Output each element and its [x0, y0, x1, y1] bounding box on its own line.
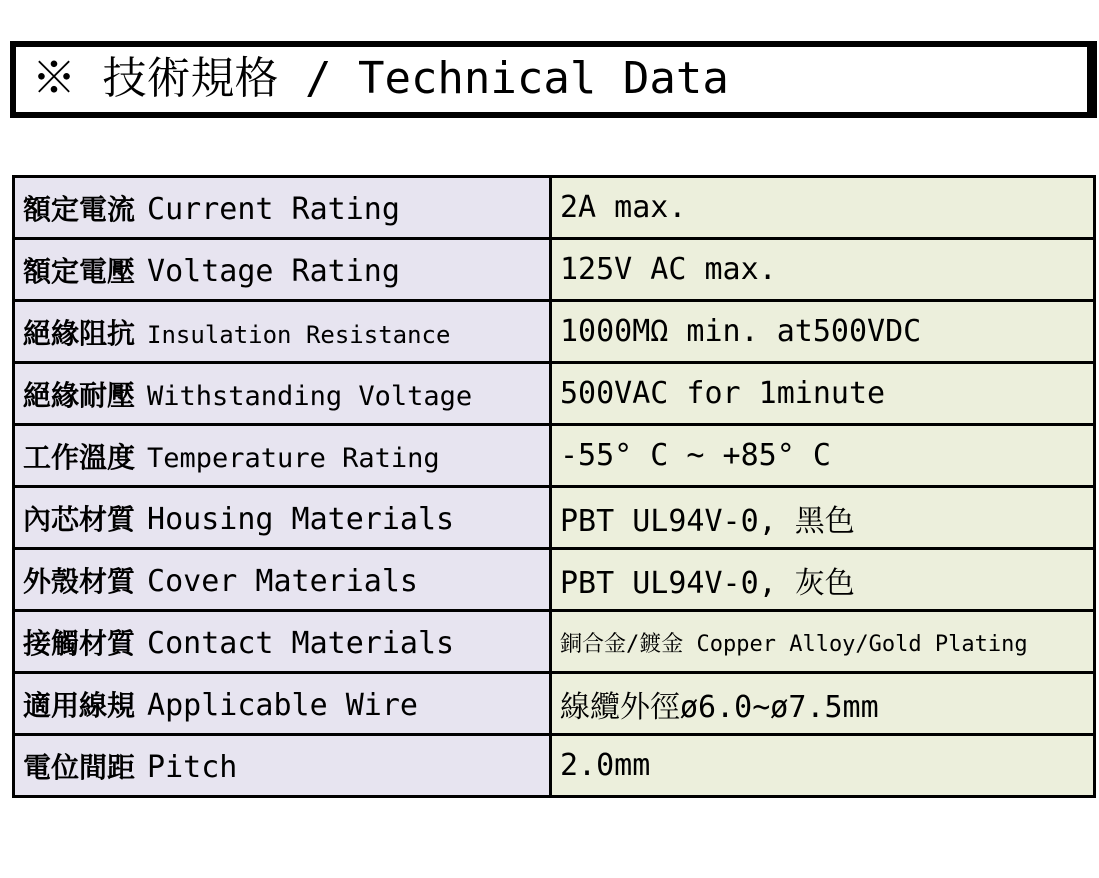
spec-label-cell [14, 177, 551, 239]
spec-label-en: Housing Materials [147, 501, 455, 537]
spec-value: -55° C ~ +85° C [560, 438, 831, 473]
page-title: ※ 技術規格 / Technical Data [32, 53, 729, 104]
spec-label-cell [14, 673, 551, 735]
spec-value: 2A max. [560, 190, 687, 225]
title-banner [10, 41, 1097, 118]
spec-value-cell [551, 549, 1095, 611]
spec-label-cell [14, 425, 551, 487]
spec-value-cell [551, 363, 1095, 425]
spec-label-cell [14, 239, 551, 301]
spec-value: PBT UL94V-0, 灰色 [560, 565, 855, 601]
spec-value-cell [551, 735, 1095, 797]
spec-label-en: Current Rating [147, 191, 400, 227]
spec-label-en: Temperature Rating [147, 442, 440, 474]
spec-value: 線纜外徑ø6.0~ø7.5mm [560, 689, 879, 725]
spec-label-zh: 內芯材質 [23, 502, 136, 536]
spec-label-zh: 額定電流 [23, 192, 136, 226]
technical-data-table [12, 175, 1096, 798]
table-row [14, 239, 1095, 301]
spec-value-cell [551, 673, 1095, 735]
spec-value-cell [551, 487, 1095, 549]
spec-value: 500VAC for 1minute [560, 376, 886, 411]
table-row [14, 177, 1095, 239]
spec-label-zh: 電位間距 [23, 750, 136, 784]
spec-value: 125V AC max. [560, 252, 777, 287]
spec-label-en: Contact Materials [147, 625, 455, 661]
spec-label-cell [14, 611, 551, 673]
spec-value: 銅合金/鍍金 Copper Alloy/Gold Plating [560, 632, 1028, 657]
table-row [14, 363, 1095, 425]
spec-value: PBT UL94V-0, 黑色 [560, 503, 855, 539]
table-row [14, 549, 1095, 611]
spec-value-cell [551, 301, 1095, 363]
spec-value-cell [551, 425, 1095, 487]
spec-label-en: Pitch [147, 749, 238, 785]
spec-label-zh: 外殼材質 [23, 564, 136, 598]
table-row [14, 487, 1095, 549]
spec-label-cell [14, 363, 551, 425]
table-row [14, 735, 1095, 797]
spec-label-en: Voltage Rating [147, 253, 400, 289]
table-row [14, 611, 1095, 673]
table-row [14, 301, 1095, 363]
spec-label-zh: 絕緣耐壓 [23, 378, 136, 412]
spec-label-en: Insulation Resistance [147, 320, 451, 349]
spec-label-cell [14, 487, 551, 549]
spec-label-zh: 絕緣阻抗 [23, 316, 136, 350]
spec-label-cell [14, 735, 551, 797]
spec-value: 1000MΩ min. at500VDC [560, 314, 922, 349]
spec-label-zh: 接觸材質 [23, 626, 136, 660]
spec-label-zh: 額定電壓 [23, 254, 136, 288]
spec-label-en: Withstanding Voltage [147, 380, 473, 412]
spec-label-en: Applicable Wire [147, 687, 418, 723]
spec-label-zh: 工作溫度 [23, 440, 136, 474]
spec-value-cell [551, 239, 1095, 301]
spec-value: 2.0mm [560, 748, 651, 783]
spec-label-cell [14, 549, 551, 611]
spec-label-en: Cover Materials [147, 563, 418, 599]
spec-value-cell [551, 611, 1095, 673]
spec-value-cell [551, 177, 1095, 239]
spec-label-zh: 適用線規 [23, 688, 136, 722]
spec-label-cell [14, 301, 551, 363]
table-row [14, 425, 1095, 487]
table-row [14, 673, 1095, 735]
